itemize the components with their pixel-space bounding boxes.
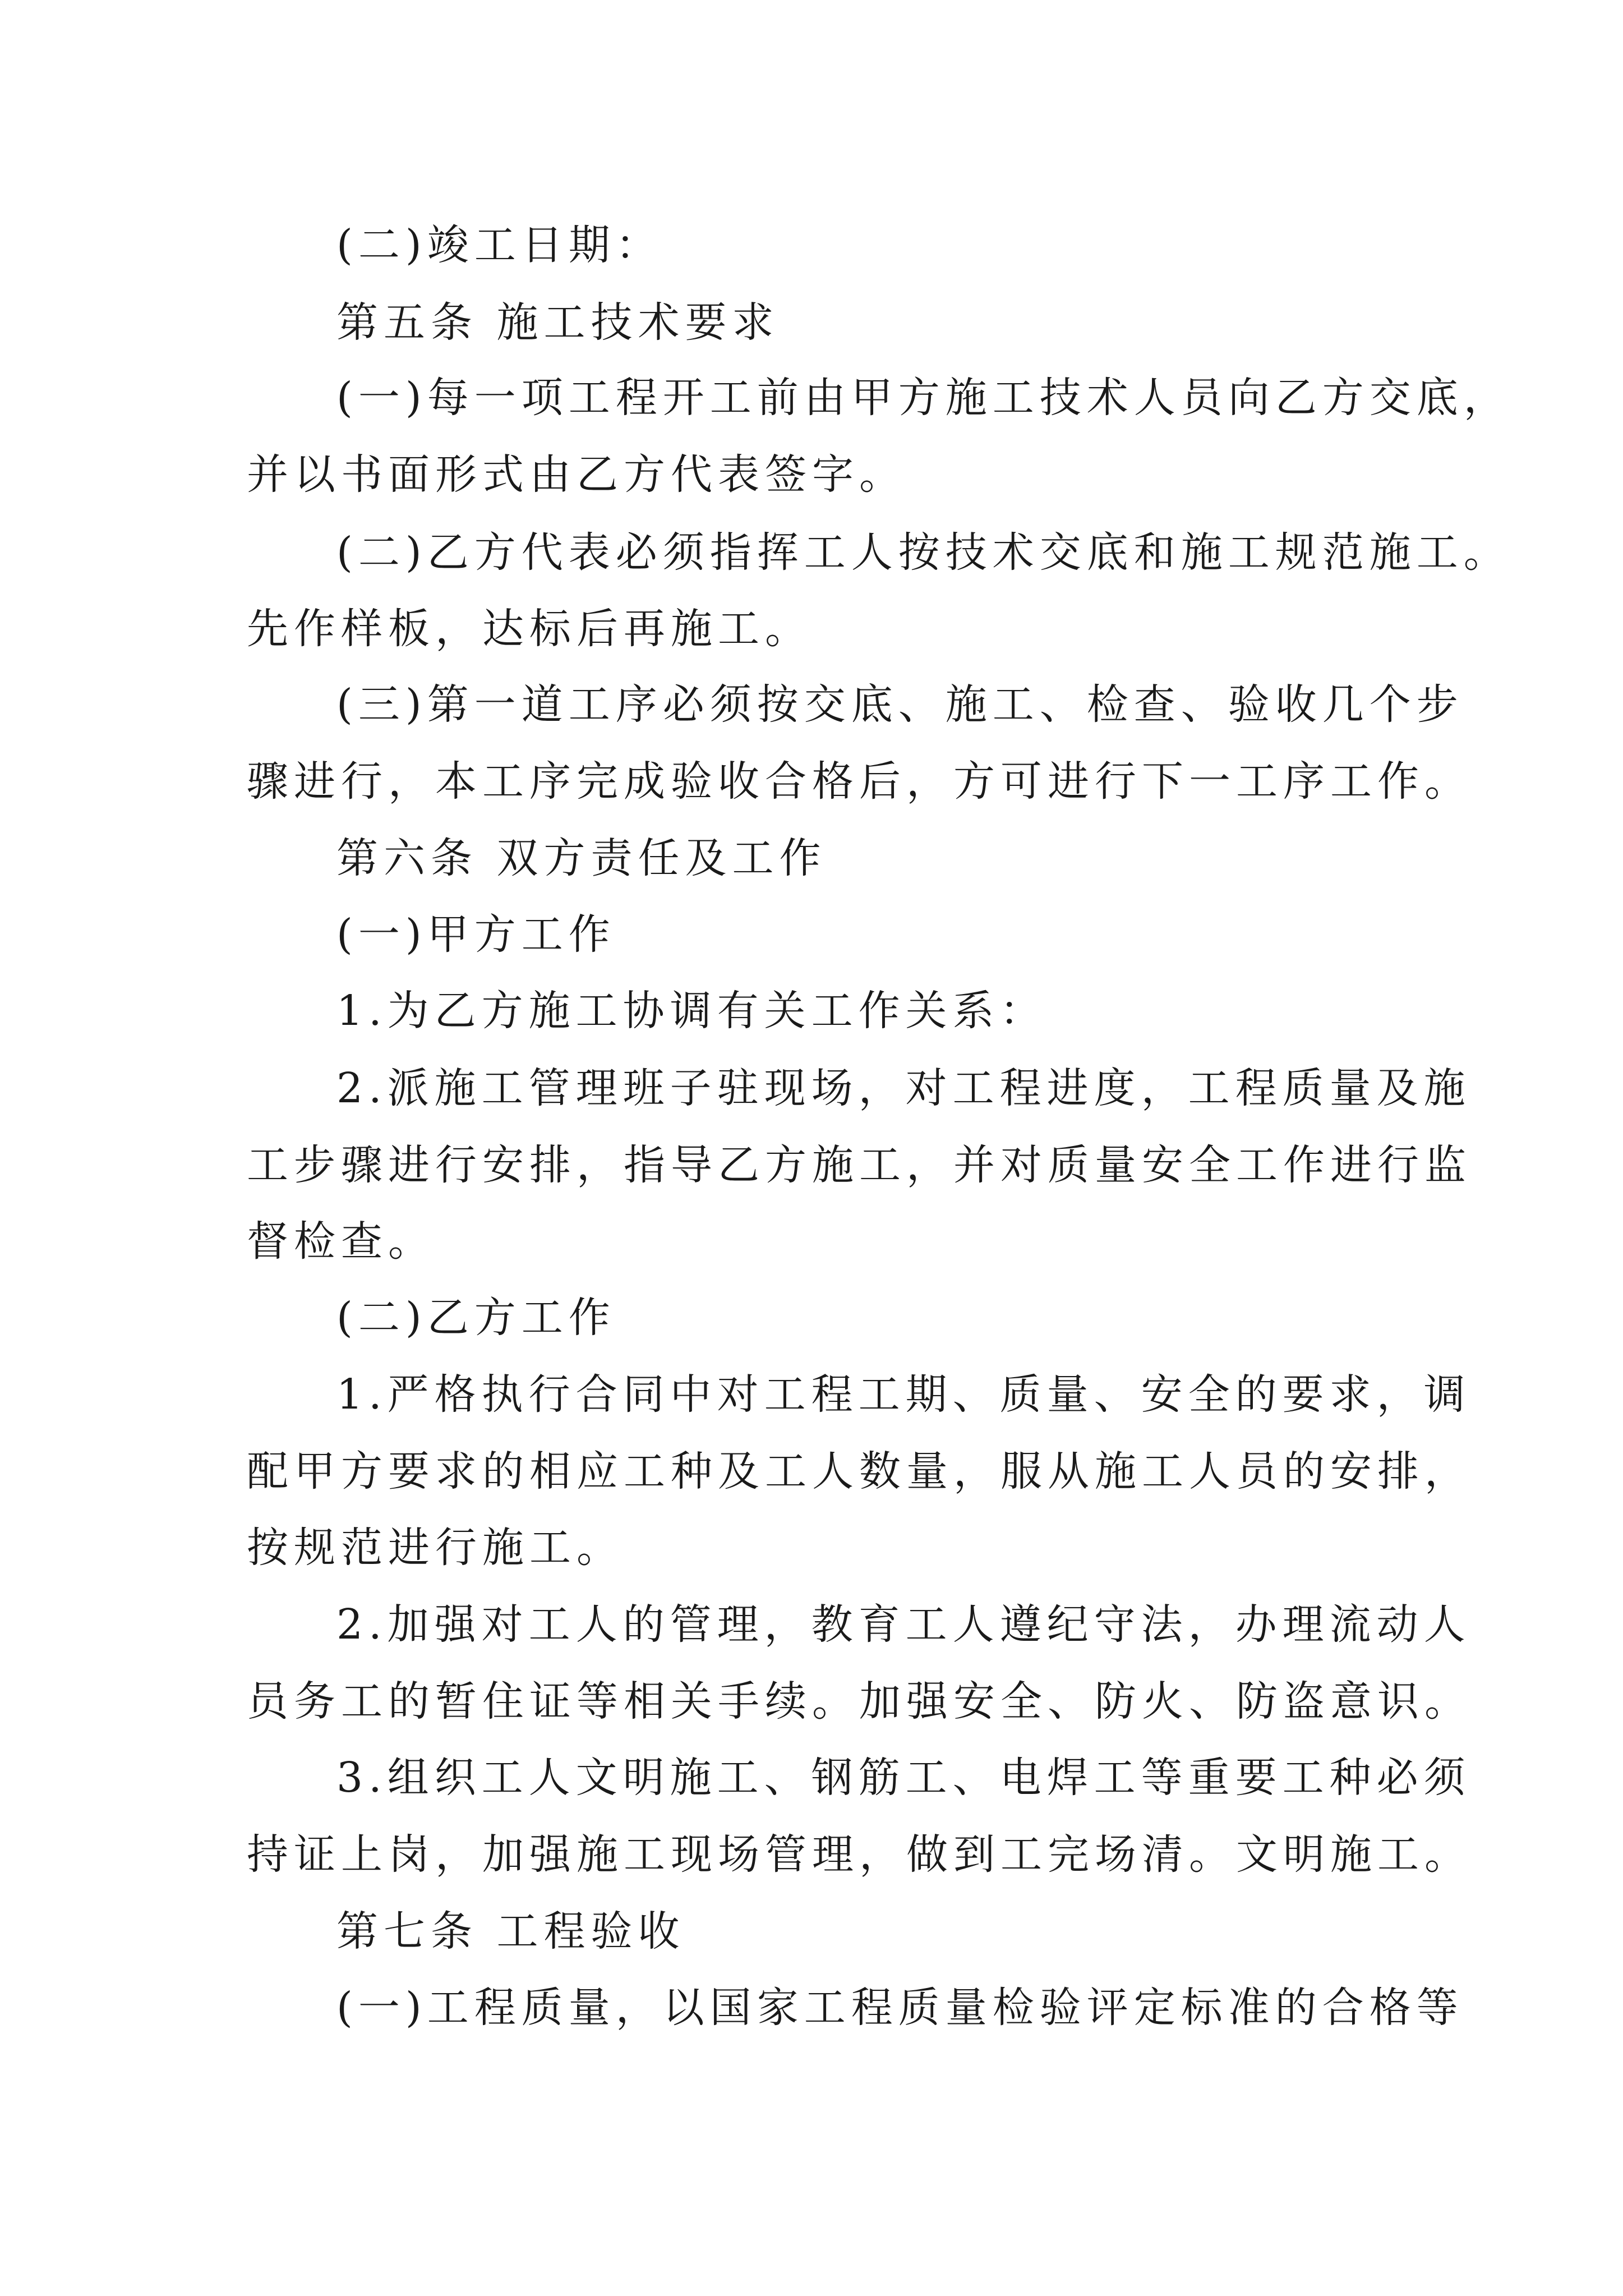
text-line: 督检查。	[247, 1217, 435, 1266]
text-line: 并以书面形式由乙方代表签字。	[247, 450, 906, 499]
text-line: 工步骤进行安排，指导乙方施工，并对质量安全工作进行监	[247, 1141, 1472, 1189]
section-heading: 第五条 施工技术要求	[336, 298, 780, 347]
text-line: (二)乙方工作	[336, 1294, 616, 1342]
text-line: (一)甲方工作	[336, 910, 616, 959]
text-line: 先作样板，达标后再施工。	[247, 605, 812, 653]
text-line: (一)每一项工程开工前由甲方施工技术人员向乙方交底，	[336, 374, 1511, 422]
text-line: 配甲方要求的相应工种及工人数量，服从施工人员的安排，	[247, 1447, 1472, 1496]
text-line: 2.加强对工人的管理，教育工人遵纪守法，办理流动人	[336, 1600, 1471, 1649]
section-heading: 第七条 工程验收	[336, 1907, 685, 1955]
text-line: 骤进行，本工序完成验收合格后，方可进行下一工序工作。	[247, 757, 1472, 806]
text-line: (二)竣工日期：	[336, 221, 663, 269]
section-heading: 第六条 双方责任及工作	[336, 834, 827, 882]
text-line: (三)第一道工序必须按交底、施工、检查、验收几个步	[336, 680, 1464, 729]
text-line: 员务工的暂住证等相关手续。加强安全、防火、防盗意识。	[247, 1677, 1472, 1726]
text-line: (二)乙方代表必须指挥工人按技术交底和施工规范施工。	[336, 528, 1511, 577]
text-line: 持证上岗，加强施工现场管理，做到工完场清。文明施工。	[247, 1830, 1472, 1879]
text-line: 2.派施工管理班子驻现场，对工程进度，工程质量及施	[336, 1064, 1471, 1112]
text-line: 3.组织工人文明施工、钢筋工、电焊工等重要工种必须	[336, 1754, 1471, 1802]
text-line: 1.为乙方施工协调有关工作关系：	[336, 987, 1047, 1035]
text-line: 1.严格执行合同中对工程工期、质量、安全的要求，调	[336, 1370, 1471, 1419]
text-line: (一)工程质量，以国家工程质量检验评定标准的合格等	[336, 1984, 1464, 2032]
text-line: 按规范进行施工。	[247, 1524, 624, 1572]
